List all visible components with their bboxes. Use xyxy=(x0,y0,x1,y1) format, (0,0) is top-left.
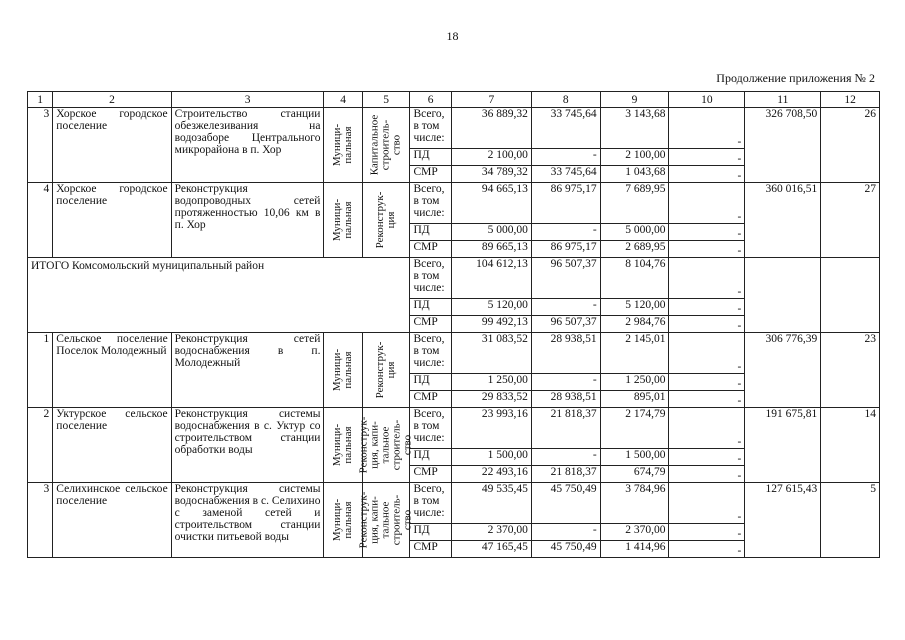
work-type xyxy=(362,333,410,408)
amount-cell: 104 612,13 xyxy=(451,258,531,299)
work-type-text: Капитальное строитель-ство xyxy=(368,114,403,176)
amount-cell: 21 818,37 xyxy=(531,466,600,483)
amount-cell: - xyxy=(669,316,745,333)
amount-cell: - xyxy=(531,149,600,166)
total-label: ИТОГО Комсомольский муниципальный район xyxy=(28,258,410,333)
amount-cell: 36 889,32 xyxy=(451,108,531,149)
project-name: Строительство станции обезжелезивания на водозаборе Центрального микрорайона в п. Хор xyxy=(171,108,324,183)
funding-type: СМР xyxy=(410,166,451,183)
amount-cell: - xyxy=(669,241,745,258)
amount-cell: 28 938,51 xyxy=(531,333,600,374)
amount-cell: 31 083,52 xyxy=(451,333,531,374)
col-header: 6 xyxy=(410,92,451,108)
amount-cell: 49 535,45 xyxy=(451,483,531,524)
amount-cell: 96 507,37 xyxy=(531,316,600,333)
amount-cell: - xyxy=(669,224,745,241)
funding-type: ПД xyxy=(410,449,451,466)
amount-cell: 2 689,95 xyxy=(600,241,669,258)
amount-cell: - xyxy=(669,391,745,408)
amount-cell: 1 500,00 xyxy=(451,449,531,466)
funding-type: ПД xyxy=(410,374,451,391)
col-header: 1 xyxy=(28,92,53,108)
amount-cell: 1 414,96 xyxy=(600,541,669,558)
amount-cell: 33 745,64 xyxy=(531,108,600,149)
amount-cell: - xyxy=(669,333,745,374)
amount-cell: - xyxy=(531,224,600,241)
ownership-type-text: Муници-пальная xyxy=(331,348,355,392)
amount-cell: 5 000,00 xyxy=(451,224,531,241)
row-number: 1 xyxy=(28,333,53,408)
ownership-type-text: Муници-пальная xyxy=(331,198,355,242)
total-amount: 326 708,50 xyxy=(745,108,821,183)
amount-cell: 674,79 xyxy=(600,466,669,483)
amount-cell: 86 975,17 xyxy=(531,183,600,224)
rating-value xyxy=(821,258,880,333)
amount-cell: - xyxy=(531,524,600,541)
row-number: 2 xyxy=(28,408,53,483)
amount-cell: - xyxy=(669,449,745,466)
funding-type: ПД xyxy=(410,224,451,241)
total-amount: 191 675,81 xyxy=(745,408,821,483)
amount-cell: 2 370,00 xyxy=(451,524,531,541)
funding-type: ПД xyxy=(410,524,451,541)
settlement-name: Селихинское сельское поселение xyxy=(53,483,171,558)
project-name: Реконструкция водопроводных сетей протяженностью 10,06 км в п. Хор xyxy=(171,183,324,258)
table-row xyxy=(28,258,880,299)
ownership-type xyxy=(324,333,362,408)
amount-cell: 47 165,45 xyxy=(451,541,531,558)
funding-type: СМР xyxy=(410,391,451,408)
ownership-type-text: Муници-пальная xyxy=(331,498,355,542)
amount-cell: - xyxy=(669,408,745,449)
funding-type: ПД xyxy=(410,149,451,166)
amount-cell: - xyxy=(531,299,600,316)
col-header: 3 xyxy=(171,92,324,108)
project-name: Реконструкция системы водоснабжения в с. Уктур со строительством станции обработки воды xyxy=(171,408,324,483)
col-header: 2 xyxy=(53,92,171,108)
amount-cell: 1 043,68 xyxy=(600,166,669,183)
amount-cell: 34 789,32 xyxy=(451,166,531,183)
amount-cell: 2 100,00 xyxy=(600,149,669,166)
settlement-name: Хорское городское поселение xyxy=(53,183,171,258)
row-number: 4 xyxy=(28,183,53,258)
work-type-text: Реконструк-ция xyxy=(374,191,398,249)
funding-type: СМР xyxy=(410,241,451,258)
amount-cell: 8 104,76 xyxy=(600,258,669,299)
amount-cell: 7 689,95 xyxy=(600,183,669,224)
amount-cell: 33 745,64 xyxy=(531,166,600,183)
col-header: 4 xyxy=(324,92,362,108)
col-header: 11 xyxy=(745,92,821,108)
ownership-type xyxy=(324,183,362,258)
settlement-name: Хорское городское поселение xyxy=(53,108,171,183)
table-row xyxy=(28,333,880,374)
funding-type: Всего, в том числе: xyxy=(410,408,451,449)
amount-cell: 28 938,51 xyxy=(531,391,600,408)
rating-value: 23 xyxy=(821,333,880,408)
table-row xyxy=(28,183,880,224)
page-number: 18 xyxy=(446,29,459,43)
amount-cell: - xyxy=(669,149,745,166)
amount-cell: 86 975,17 xyxy=(531,241,600,258)
col-header: 5 xyxy=(362,92,410,108)
amount-cell: 5 120,00 xyxy=(451,299,531,316)
amount-cell: 3 143,68 xyxy=(600,108,669,149)
rating-value: 14 xyxy=(821,408,880,483)
rating-value: 27 xyxy=(821,183,880,258)
amount-cell: - xyxy=(669,374,745,391)
amount-cell: 895,01 xyxy=(600,391,669,408)
amount-cell: 89 665,13 xyxy=(451,241,531,258)
rating-value: 26 xyxy=(821,108,880,183)
amount-cell: 96 507,37 xyxy=(531,258,600,299)
funding-type: СМР xyxy=(410,316,451,333)
amount-cell: 2 370,00 xyxy=(600,524,669,541)
amount-cell: 22 493,16 xyxy=(451,466,531,483)
amount-cell: - xyxy=(669,541,745,558)
ownership-type-text: Муници-пальная xyxy=(331,123,355,167)
amount-cell: - xyxy=(669,524,745,541)
work-type-text: Реконструк-ция, капи-тальное строитель-ство xyxy=(357,491,414,549)
amount-cell: 21 818,37 xyxy=(531,408,600,449)
total-amount: 360 016,51 xyxy=(745,183,821,258)
project-name: Реконструкция сетей водоснабжения в п. Молодежный xyxy=(171,333,324,408)
col-header: 9 xyxy=(600,92,669,108)
col-header: 8 xyxy=(531,92,600,108)
work-type-text: Реконструк-ция, капи-тальное строитель-ство xyxy=(357,416,414,474)
funding-type: ПД xyxy=(410,299,451,316)
amount-cell: - xyxy=(669,466,745,483)
column-number-row xyxy=(28,92,880,108)
amount-cell: 45 750,49 xyxy=(531,483,600,524)
amount-cell: 94 665,13 xyxy=(451,183,531,224)
funding-type: Всего, в том числе: xyxy=(410,183,451,224)
funding-type: СМР xyxy=(410,466,451,483)
funding-type: Всего, в том числе: xyxy=(410,258,451,299)
amount-cell: 2 174,79 xyxy=(600,408,669,449)
amount-cell: - xyxy=(669,258,745,299)
ownership-type-text: Муници-пальная xyxy=(331,423,355,467)
amount-cell: 29 833,52 xyxy=(451,391,531,408)
amount-cell: - xyxy=(669,299,745,316)
amount-cell: 5 120,00 xyxy=(600,299,669,316)
amount-cell: 23 993,16 xyxy=(451,408,531,449)
amount-cell: 45 750,49 xyxy=(531,541,600,558)
row-number: 3 xyxy=(28,108,53,183)
funding-type: СМР xyxy=(410,541,451,558)
amount-cell: - xyxy=(669,183,745,224)
col-header: 10 xyxy=(669,92,745,108)
continuation-title: Продолжение приложения № 2 xyxy=(716,71,875,85)
amount-cell: - xyxy=(531,449,600,466)
table-row xyxy=(28,408,880,449)
total-amount: 127 615,43 xyxy=(745,483,821,558)
ownership-type xyxy=(324,108,362,183)
appendix-table xyxy=(27,91,880,558)
amount-cell: - xyxy=(669,483,745,524)
table-row xyxy=(28,483,880,524)
amount-cell: 5 000,00 xyxy=(600,224,669,241)
amount-cell: 2 145,01 xyxy=(600,333,669,374)
row-number: 3 xyxy=(28,483,53,558)
settlement-name: Сельское поселение Поселок Молодежный xyxy=(53,333,171,408)
amount-cell: - xyxy=(531,374,600,391)
amount-cell: 2 984,76 xyxy=(600,316,669,333)
work-type xyxy=(357,483,414,558)
project-name: Реконструкция системы водоснабжения в с. Селихино с заменой сетей и строительством станции очистки питьевой воды xyxy=(171,483,324,558)
funding-type: Всего, в том числе: xyxy=(410,483,451,524)
settlement-name: Уктурское сельское поселение xyxy=(53,408,171,483)
total-amount: 306 776,39 xyxy=(745,333,821,408)
amount-cell: 2 100,00 xyxy=(451,149,531,166)
work-type xyxy=(362,183,410,258)
amount-cell: 99 492,13 xyxy=(451,316,531,333)
col-header: 7 xyxy=(451,92,531,108)
amount-cell: - xyxy=(669,166,745,183)
rating-value: 5 xyxy=(821,483,880,558)
amount-cell: 1 500,00 xyxy=(600,449,669,466)
work-type xyxy=(357,408,414,483)
funding-type: Всего, в том числе: xyxy=(410,108,451,149)
funding-type: Всего, в том числе: xyxy=(410,333,451,374)
table-row xyxy=(28,108,880,149)
amount-cell: 1 250,00 xyxy=(600,374,669,391)
work-type-text: Реконструк-ция xyxy=(374,341,398,399)
amount-cell: 1 250,00 xyxy=(451,374,531,391)
work-type xyxy=(362,108,410,183)
total-amount xyxy=(745,258,821,333)
amount-cell: - xyxy=(669,108,745,149)
amount-cell: 3 784,96 xyxy=(600,483,669,524)
col-header: 12 xyxy=(821,92,880,108)
